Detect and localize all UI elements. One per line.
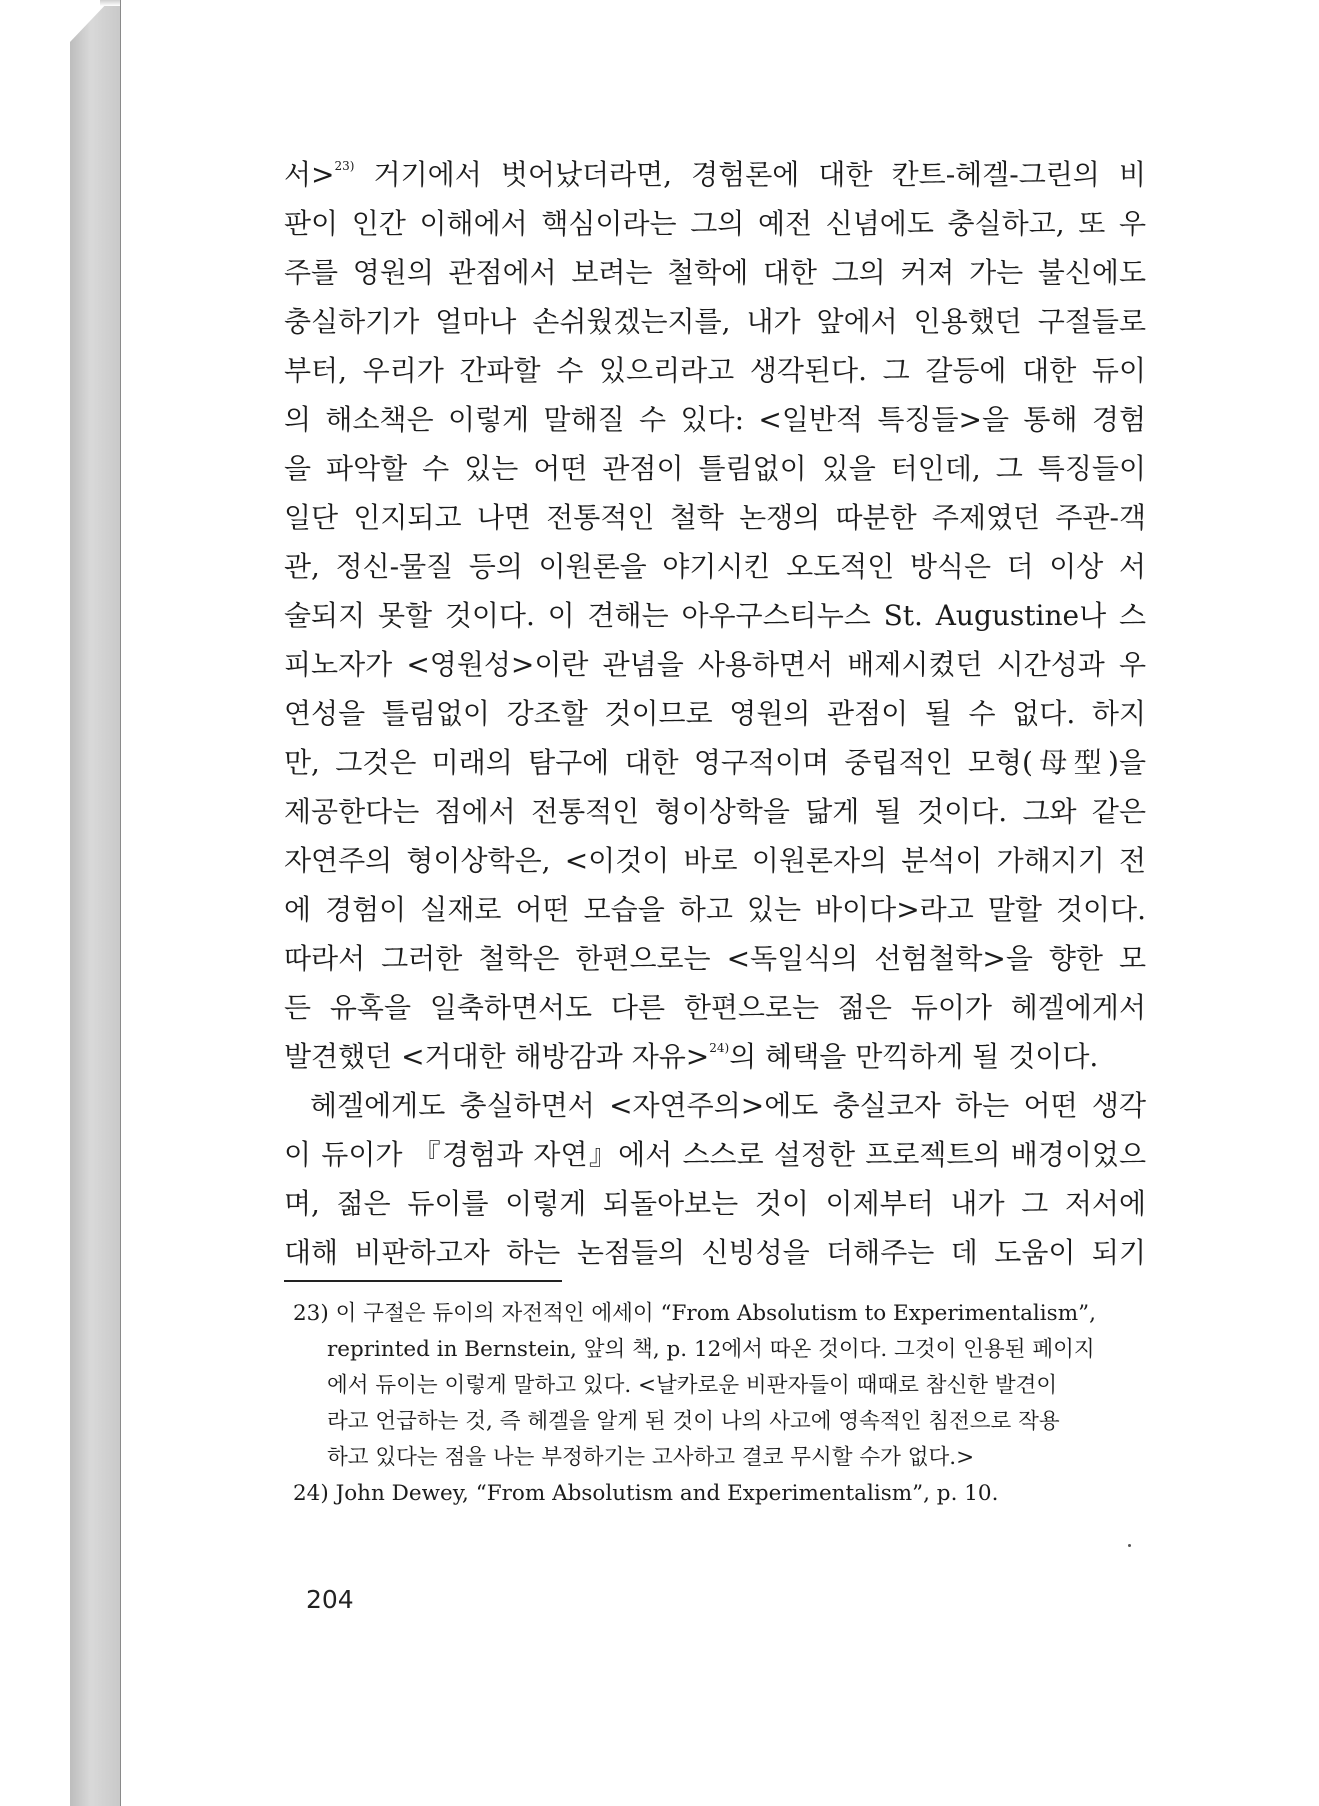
footnote-ref-23: 23) — [334, 159, 355, 173]
body-line: 부터, 우리가 간파할 수 있으리라고 생각된다. 그 갈등에 대한 듀이 — [284, 354, 1146, 387]
footnote-23-cont: 하고 있다는 점을 나는 부정하기는 고사하고 결코 무시할 수가 없다.> — [327, 1445, 975, 1470]
footnote-23: 23) 이 구절은 듀이의 자전적인 에세이 “From Absolutism to Experimentalism”, — [293, 1301, 1096, 1326]
page-speck — [1128, 1544, 1131, 1547]
body-text — [284, 150, 1146, 1277]
body-line: 헤겔에게도 충실하면서 <자연주의>에도 충실코자 하는 어떤 생각 — [310, 1089, 1146, 1122]
body-line: 의 해소책은 이렇게 말해질 수 있다: <일반적 특징들>을 통해 경험 — [284, 403, 1146, 436]
body-line: 만, 그것은 미래의 탐구에 대한 영구적이며 중립적인 모형(母型)을 — [284, 746, 1146, 779]
footnote-rule — [284, 1280, 562, 1282]
footnote-ref-24: 24) — [709, 1041, 730, 1055]
body-line: 며, 젊은 듀이를 이렇게 되돌아보는 것이 이제부터 내가 그 저서에 — [284, 1187, 1146, 1220]
book-spine-edge — [70, 0, 122, 1806]
body-line: 충실하기가 얼마나 손쉬웠겠는지를, 내가 앞에서 인용했던 구절들로 — [284, 305, 1146, 338]
body-line: 연성을 틀림없이 강조할 것이므로 영원의 관점이 될 수 없다. 하지 — [284, 697, 1146, 730]
body-line: 술되지 못할 것이다. 이 견해는 아우구스티누스 St. Augustine나 스 — [284, 599, 1146, 632]
footnote-23-cont: reprinted in Bernstein, 앞의 책, p. 12에서 따온 것이다. 그것이 인용된 페이지 — [327, 1337, 1095, 1362]
body-line: 자연주의 형이상학은, <이것이 바로 이원론자의 분석이 가해지기 전 — [284, 844, 1146, 877]
footnote-24: 24) John Dewey, “From Absolutism and Experimentalism”, p. 10. — [293, 1481, 999, 1506]
footnote-23-cont: 에서 듀이는 이렇게 말하고 있다. <날카로운 비판자들이 때때로 참신한 발견이 — [327, 1373, 1058, 1398]
body-line: 발견했던 <거대한 해방감과 자유>$^{24)}$의 혜택을 만끽하게 될 것이다. — [284, 1040, 1099, 1073]
page-number: 204 — [306, 1585, 354, 1614]
footnotes — [293, 1296, 1153, 1512]
body-line: 판이 인간 이해에서 핵심이라는 그의 예전 신념에도 충실하고, 또 우 — [284, 207, 1146, 240]
body-line: 피노자가 <영원성>이란 관념을 사용하면서 배제시켰던 시간성과 우 — [284, 648, 1146, 681]
body-line: 대해 비판하고자 하는 논점들의 신빙성을 더해주는 데 도움이 되기 — [284, 1236, 1146, 1269]
body-line: 관, 정신-물질 등의 이원론을 야기시킨 오도적인 방식은 더 이상 서 — [284, 550, 1146, 583]
body-line: 주를 영원의 관점에서 보려는 철학에 대한 그의 커져 가는 불신에도 — [284, 256, 1146, 289]
body-line: 일단 인지되고 나면 전통적인 철학 논쟁의 따분한 주제였던 주관-객 — [284, 501, 1146, 534]
body-line: 을 파악할 수 있는 어떤 관점이 틀림없이 있을 터인데, 그 특징들이 — [284, 452, 1146, 485]
footnote-23-cont: 라고 언급하는 것, 즉 헤겔을 알게 된 것이 나의 사고에 영속적인 침전으로 작용 — [327, 1409, 1060, 1434]
body-line: 따라서 그러한 철학은 한편으로는 <독일식의 선험철학>을 향한 모 — [284, 942, 1146, 975]
body-line: 제공한다는 점에서 전통적인 형이상학을 닮게 될 것이다. 그와 같은 — [284, 795, 1146, 828]
body-line: 이 듀이가 『경험과 자연』에서 스스로 설정한 프로젝트의 배경이었으 — [284, 1138, 1146, 1171]
body-line: 든 유혹을 일축하면서도 다른 한편으로는 젊은 듀이가 헤겔에게서 — [284, 991, 1146, 1024]
body-line: 서>$^{23)}$ 거기에서 벗어났더라면, 경험론에 대한 칸트-헤겔-그린의 비 — [284, 158, 1146, 191]
body-line: 에 경험이 실재로 어떤 모습을 하고 있는 바이다>라고 말할 것이다. — [284, 893, 1146, 926]
